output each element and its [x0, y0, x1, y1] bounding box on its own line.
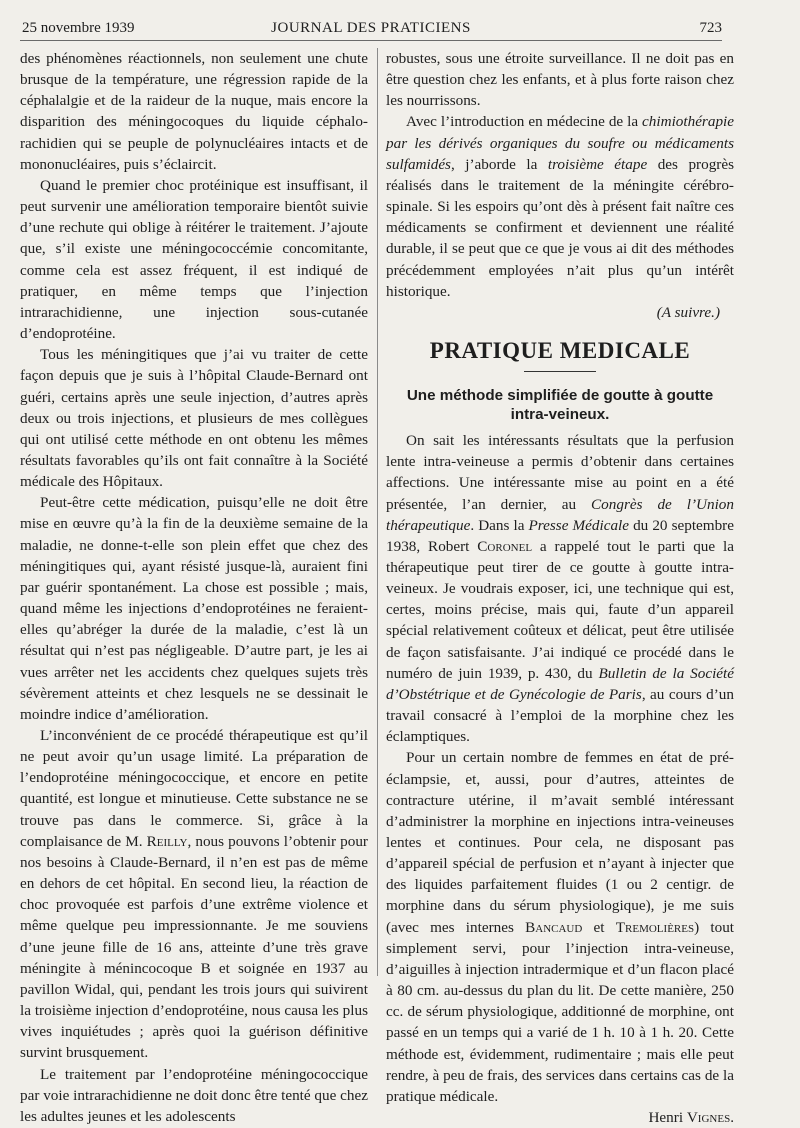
- text-span: ) tout simplement servi, pour l’injection intra-veineuse, d’aiguilles à injection intradermique et d’un flacon placé à 80 cm. au-dessus du plan du lit. De cette manière, 250 cc. de sérum physiologique, additionné de morphine, ont passé en un temps qui a varié de 1 h. 10 à 1 h. 20. Cette méthode est, évidemment, rudimentaire ; mais elle peut rendre, à peu de frais, des services dans certains cas de la pratique médicale.: [386, 918, 735, 1105]
- header-page-number: 723: [699, 20, 722, 36]
- left-column: [20, 48, 368, 1127]
- text-span: L’inconvénient de ce procédé thérapeutique est qu’il ne peut avoir qu’un usage limité. La préparation de l’endoprotéine méningococcique, et encore en petite quantité, est longue et minutieuse. Cette substance ne se trouve pas dans le commerce. Si, grâce à la complaisance de M.: [20, 727, 368, 850]
- text-span: , au cours d’un travail consacré à l’emploi de la morphine chez les éclamptiques.: [386, 685, 734, 746]
- continuation-note: (A suivre.): [656, 303, 720, 321]
- article-paragraph-2: [386, 747, 734, 1107]
- column-divider: [377, 48, 378, 976]
- text-span: , nous pouvons l’obtenir pour nos besoins à Claude-Bernard, il n’en est pas de même en dehors de cet hôpital. En second lieu, la réaction de choc provoquée est parfois d’une extrême violence et même quelque peu impressionnante. Je me souviens d’une jeune fille de 16 ans, atteinte d’une très grave méningite à ménincocoque B et soignée en 1937 au pavillon Widal, qui, pendant les trois jours qui suivirent la troisième injection d’endoprotéine, nous causa les plus vives inquiétudes ; après quoi la guérison définitive survint brusquement.: [20, 832, 368, 1062]
- emphasis-bulletin: Bulletin de la Société d’Obstétrique et de Gynécologie de Paris: [386, 664, 734, 703]
- text-span: Pour un certain nombre de femmes en état de pré-éclampsie, et, aussi, pour d’autres, atteintes de contracture utérine, il m’avait semblé intéressant d’administrer la morphine en injections intra-veineuses lentes et continues. Pour cela, ne disposant pas d’appareil spécial de perfusion et n’ayant à injecter que des liquides parfaitement fluides (1 ou 2 centigr. de morphine dans du sérum physiologique), je me suis (avec mes internes: [386, 749, 734, 936]
- article-paragraph-1: [386, 430, 734, 747]
- author-name-coronel: Coronel: [477, 537, 533, 555]
- left-paragraph-6: Le traitement par l’endoprotéine méningococcique par voie intrarachidienne ne doit donc être tenté que chez les adultes jeunes et les adolescents: [20, 1065, 368, 1125]
- signature-first-name: Henri: [648, 1109, 687, 1127]
- text-span: , j’aborde la: [450, 155, 548, 173]
- right-column: [386, 48, 734, 1128]
- text-span: a rappelé tout le parti que la thérapeutique peut tirer de ce goutte à goutte intra-veineux. Je voudrais exposer, ici, une technique qui est, certes, moins précise, mais qui, faute d’un appareil spécial relativement coûteux et délicat, peut être utilisée de façon satisfaisante. J’ai indiqué ce procédé dans le numéro de juin 1939, p. 430, du: [386, 537, 734, 682]
- right-paragraph-1: robustes, sous une étroite surveillance. Il ne doit pas en être question chez les enfants, et à plus forte raison chez les nourrissons.: [386, 50, 734, 110]
- left-paragraph-4: Peut-être cette médication, puisqu’elle ne doit être mise en œuvre qu’à la fin de la deuxième semaine de la maladie, ne donne-t-elle son plein effet que chez des méningitiques qui, ayant résisté jusque-là, auraient fini par guérir spontanément. La chose est possible ; mais, quand même les injections d’endoprotéines ne feraient-elles qu’abréger la durée de la maladie, c’est là un résultat qui n’est pas négligeable. D’autre part, je les ai vues arrêter net les accidents chez quelques sujets très sévèrement atteints et chez lesquels ne se dessinait le moindre indice d’amélioration.: [20, 494, 368, 723]
- right-paragraph-2: [386, 111, 734, 301]
- signature: [386, 1107, 734, 1128]
- text-span: . Dans la: [470, 516, 529, 534]
- text-span: On sait les intéressants résultats que la perfusion lente intra-veineuse a permis d’obtenir dans certaines affections. Une intéressante mise au point en a été présentée, l’an dernier, au: [386, 432, 734, 513]
- header-date: 25 novembre 1939: [22, 20, 135, 36]
- emphasis-troisieme-etape: troisième étape: [547, 155, 648, 173]
- text-span: du 20 septembre 1938, Robert: [386, 516, 734, 555]
- text-span: Avec l’introduction en médecine de la: [406, 113, 643, 131]
- emphasis-presse-medicale: Presse Médicale: [528, 516, 630, 534]
- text-span: et: [582, 918, 616, 936]
- section-title: PRATIQUE MEDICALE: [429, 338, 691, 364]
- author-name-reilly: Reilly: [146, 832, 188, 850]
- emphasis-chimiotherapie: chimiothérapie par les dérivés organiques du soufre ou médicaments sulfamidés: [386, 113, 734, 173]
- left-paragraph-1: des phénomènes réactionnels, non seulement une chute brusque de la température, une régression rapide de la céphalalgie et de la raideur de la nuque, mais encore la disparition des méningocoques du liquide céphalo-rachidien qui se peuple de polynucléaires intacts et de mononucléaires, puis s’éclaircit.: [20, 50, 368, 173]
- author-name-tremolieres: Tremolières: [615, 918, 695, 936]
- signature-last-name: Vignes.: [686, 1109, 734, 1127]
- page-header: [20, 16, 722, 41]
- title-rule: [524, 371, 596, 372]
- left-paragraph-3: Tous les méningitiques que j’ai vu traiter de cette façon depuis que je suis à l’hôpital Claude-Bernard ont guéri, certains après une seule injection, d’autres après deux ou trois injections, et plusieurs de mes collègues qui ont utilisé cette méthode en ont obtenu les mêmes résultats favorables qu’ils ont fait connaître à la Société médicale des Hôpitaux.: [20, 346, 368, 491]
- emphasis-congres: Congrès de l’Union thérapeutique: [386, 495, 734, 534]
- left-paragraph-2: Quand le premier choc protéinique est insuffisant, il peut survenir une amélioration temporaire bientôt suivie d’une rechute qui oblige à réitérer le traitement. J’ajoute que, s’il existe une méningococcémie concomitante, comme cela est assez fréquent, il est indiqué de pratiquer, en même temps que l’injection intrarachidienne, une injection sous-cutanée d’endoprotéine.: [20, 176, 368, 343]
- text-span: des progrès réalisés dans le traitement de la méningite cérébro-spinale. Si les espoirs qu’ont dès à présent fait naître ces médicaments se confirment et deviennent une réalité durable, il se peut que ce que je vous ai dit des méthodes précédemment employées n’ait plus qu’un intérêt historique.: [386, 155, 734, 300]
- author-name-bancaud: Bancaud: [525, 918, 583, 936]
- header-journal-title: JOURNAL DES PRATICIENS: [271, 20, 471, 36]
- article-title: Une méthode simplifiée de goutte à goutte intra-veineux.: [406, 387, 714, 424]
- left-paragraph-5: [20, 725, 368, 1064]
